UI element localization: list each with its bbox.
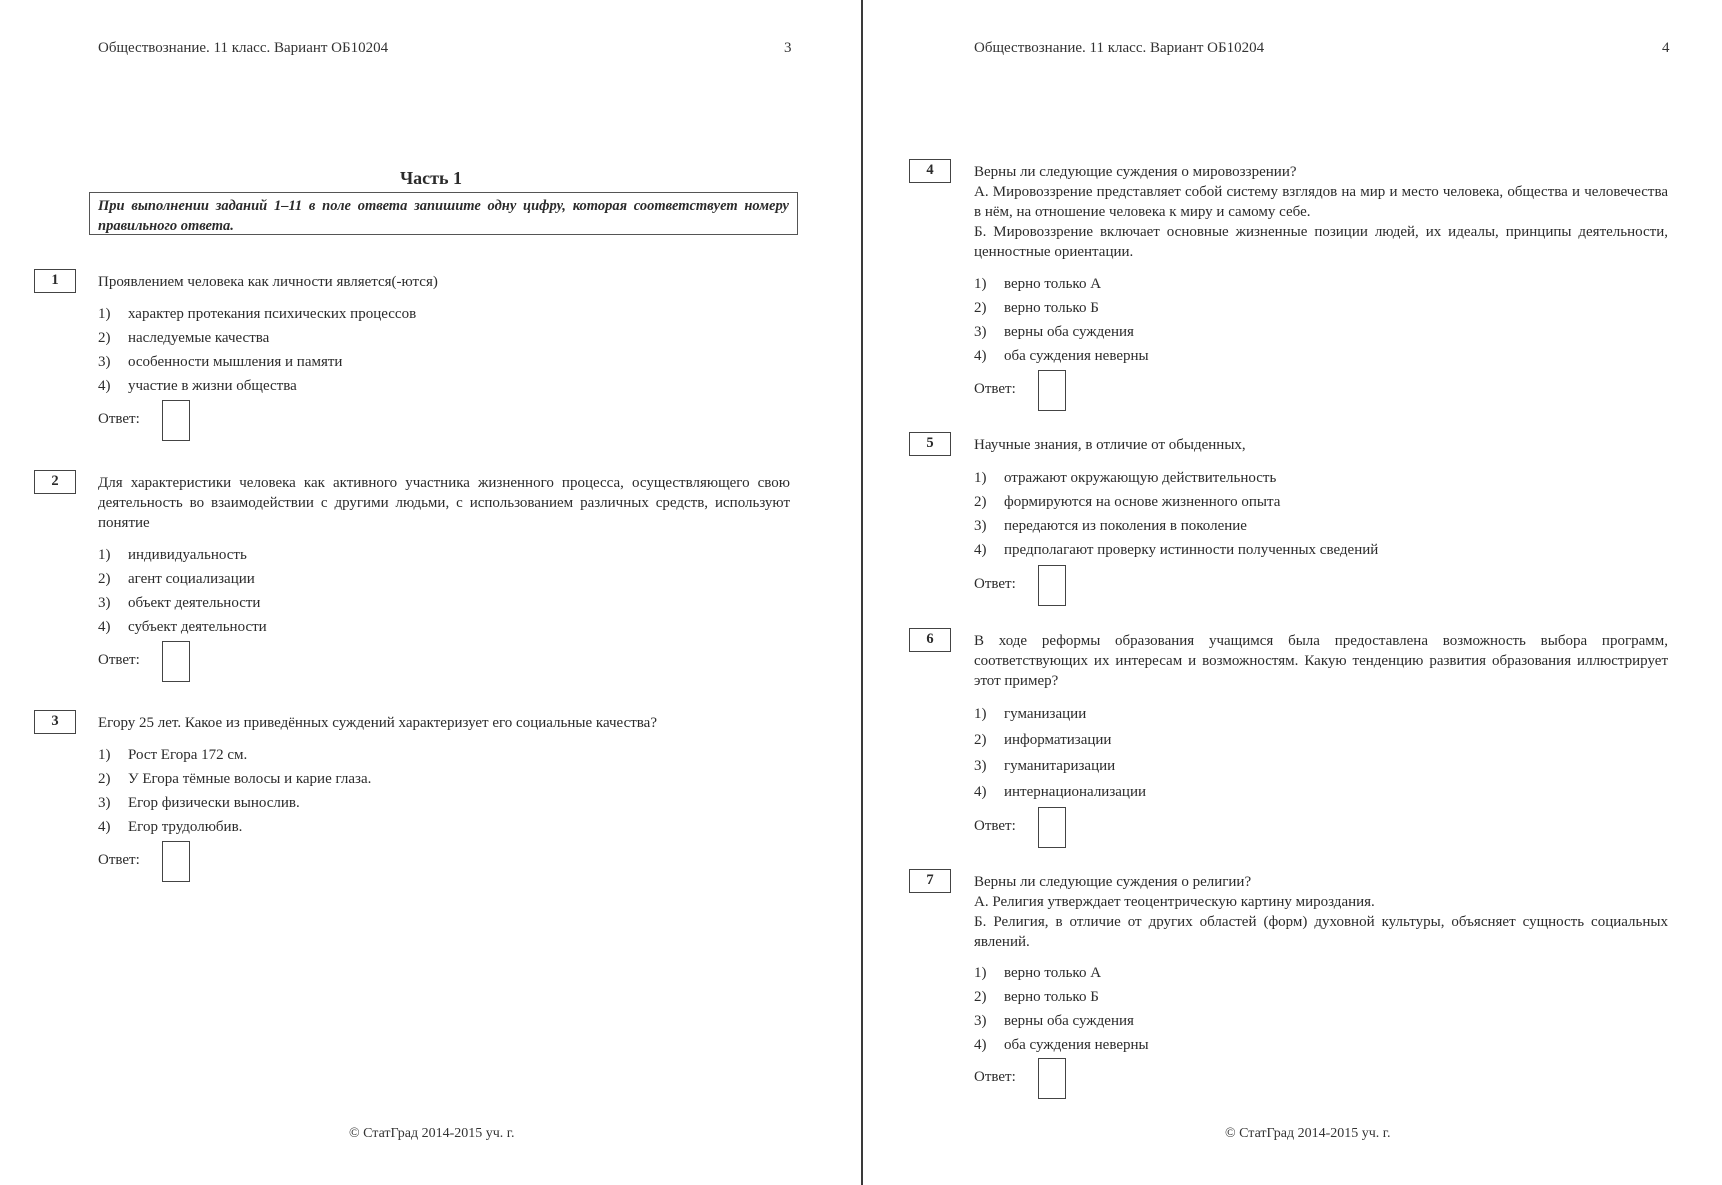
part-title: Часть 1 [399, 168, 463, 188]
option-3-2[interactable]: 2) У Егора тёмные волосы и карие глаза. [98, 771, 372, 787]
page-number: 4 [1662, 40, 1670, 56]
option-7-4[interactable]: 4) оба суждения неверны [974, 1037, 1149, 1053]
question-number-6: 6 [909, 628, 951, 652]
question-number-5: 5 [909, 432, 951, 456]
question-text-3: Егору 25 лет. Какое из приведённых суждений характеризует его социальные качества? [98, 715, 657, 731]
option-1-3[interactable]: 3) особенности мышления и памяти [98, 354, 343, 370]
answer-input-5[interactable] [1038, 565, 1066, 606]
page-header: Обществознание. 11 класс. Вариант ОБ10204 [98, 40, 389, 56]
question-4-line-3: Б. Мировоззрение включает основные жизненные позиции людей, их идеалы, принципы деятельности, ценностные ориентации. [974, 224, 1668, 260]
answer-label: Ответ: [974, 381, 1016, 397]
option-2-1[interactable]: 1) индивидуальность [98, 547, 247, 563]
option-1-1[interactable]: 1) характер протекания психических процессов [98, 306, 417, 322]
answer-input-4[interactable] [1038, 370, 1066, 411]
option-7-3[interactable]: 3) верны оба суждения [974, 1013, 1134, 1029]
question-text-5: Научные знания, в отличие от обыденных, [974, 437, 1246, 453]
answer-label: Ответ: [98, 411, 140, 427]
page-header: Обществознание. 11 класс. Вариант ОБ10204 [974, 40, 1265, 56]
question-number-3: 3 [34, 710, 76, 734]
options-list-2 [98, 543, 267, 639]
options-list-1 [98, 302, 416, 398]
option-4-2[interactable]: 2) верно только Б [974, 300, 1099, 316]
page-footer: © СтатГрад 2014-2015 уч. г. [349, 1126, 515, 1141]
question-number-1: 1 [34, 269, 76, 293]
option-3-4[interactable]: 4) Егор трудолюбив. [98, 819, 243, 835]
option-6-1[interactable]: 1) гуманизации [974, 706, 1087, 722]
option-4-3[interactable]: 3) верны оба суждения [974, 324, 1134, 340]
option-5-3[interactable]: 3) передаются из поколения в поколение [974, 518, 1247, 534]
question-text-4 [974, 162, 1668, 262]
option-2-2[interactable]: 2) агент социализации [98, 571, 255, 587]
right-page [863, 0, 1722, 1185]
answer-input-3[interactable] [162, 841, 190, 882]
options-list-4 [974, 272, 1149, 368]
options-list-3 [98, 743, 371, 839]
options-list-7 [974, 961, 1149, 1057]
option-7-1[interactable]: 1) верно только А [974, 965, 1102, 981]
answer-input-2[interactable] [162, 641, 190, 682]
instruction-box [89, 192, 798, 235]
option-1-2[interactable]: 2) наследуемые качества [98, 330, 270, 346]
question-number-7: 7 [909, 869, 951, 893]
question-text-2: Для характеристики человека как активного участника жизненного процесса, осуществляющего свою деятельность во взаимодействии с другими людьми, с использованием различных средств, используют понятие [98, 475, 790, 531]
question-text-6: В ходе реформы образования учащимся была предоставлена возможность выбора программ, соответствующих их интересам и возможностям. Какую тенденцию развития образования иллюстрирует этот пример? [974, 633, 1668, 689]
page-number: 3 [784, 40, 792, 56]
answer-label: Ответ: [974, 576, 1016, 592]
question-7-line-1: Верны ли следующие суждения о религии? [974, 874, 1252, 890]
option-7-2[interactable]: 2) верно только Б [974, 989, 1099, 1005]
question-7-line-3: Б. Религия, в отличие от других областей (форм) духовной культуры, объясняет сущность социальных явлений. [974, 914, 1668, 950]
answer-label: Ответ: [974, 818, 1016, 834]
question-4-line-2: А. Мировоззрение представляет собой систему взглядов на мир и место человека, общества и человечества в нём, на отношение человека к миру и самому себе. [974, 184, 1668, 220]
options-list-5 [974, 466, 1378, 562]
question-7-line-2: А. Религия утверждает теоцентрическую картину мироздания. [974, 894, 1375, 910]
answer-input-6[interactable] [1038, 807, 1066, 848]
option-6-3[interactable]: 3) гуманитаризации [974, 758, 1116, 774]
answer-label: Ответ: [98, 852, 140, 868]
option-2-4[interactable]: 4) субъект деятельности [98, 619, 267, 635]
page-footer: © СтатГрад 2014-2015 уч. г. [1225, 1126, 1391, 1141]
answer-label: Ответ: [974, 1069, 1016, 1085]
answer-input-1[interactable] [162, 400, 190, 441]
question-text-1: Проявлением человека как личности является(-ются) [98, 274, 438, 290]
option-4-1[interactable]: 1) верно только А [974, 276, 1102, 292]
question-number-4: 4 [909, 159, 951, 183]
option-6-2[interactable]: 2) информатизации [974, 732, 1112, 748]
option-6-4[interactable]: 4) интернационализации [974, 784, 1147, 800]
option-3-3[interactable]: 3) Егор физически вынослив. [98, 795, 300, 811]
instruction-text: При выполнении заданий 1–11 в поле ответа запишите одну цифру, которая соответствует номеру правильного ответа. [98, 198, 789, 234]
question-text-7 [974, 872, 1668, 952]
option-5-1[interactable]: 1) отражают окружающую действительность [974, 470, 1277, 486]
option-1-4[interactable]: 4) участие в жизни общества [98, 378, 297, 394]
question-number-2: 2 [34, 470, 76, 494]
option-5-2[interactable]: 2) формируются на основе жизненного опыта [974, 494, 1281, 510]
option-5-4[interactable]: 4) предполагают проверку истинности полученных сведений [974, 542, 1379, 558]
answer-input-7[interactable] [1038, 1058, 1066, 1099]
question-4-line-1: Верны ли следующие суждения о мировоззрении? [974, 164, 1297, 180]
option-4-4[interactable]: 4) оба суждения неверны [974, 348, 1149, 364]
option-3-1[interactable]: 1) Рост Егора 172 см. [98, 747, 248, 763]
answer-label: Ответ: [98, 652, 140, 668]
option-2-3[interactable]: 3) объект деятельности [98, 595, 261, 611]
options-list-6 [974, 701, 1146, 805]
